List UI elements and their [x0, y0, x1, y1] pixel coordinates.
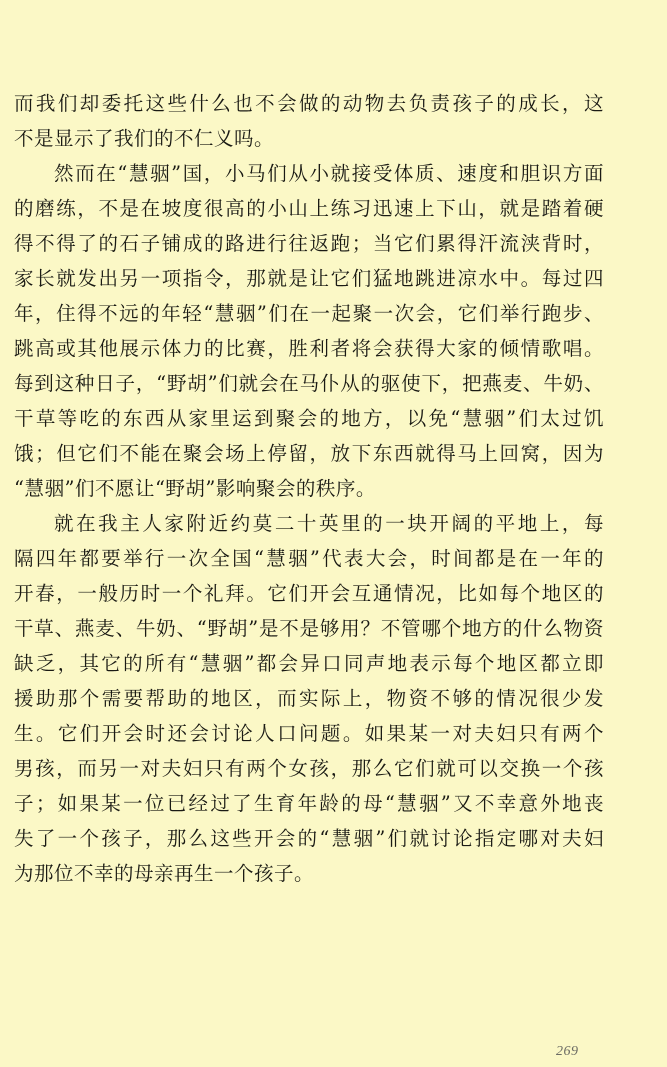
text-line: 饿；但它们不能在聚会场上停留，放下东西就得马上回窝，因为: [14, 442, 604, 465]
text-line: 得不得了的石子铺成的路进行往返跑；当它们累得汗流浃背时，: [14, 232, 604, 255]
paragraph-start-line: 就在我主人家附近约莫二十英里的一块开阔的平地上，每: [54, 512, 604, 535]
text-line: 援助那个需要帮助的地区，而实际上，物资不够的情况很少发: [14, 687, 604, 710]
text-line: 跳高或其他展示体力的比赛，胜利者将会获得大家的倾情歌唱。: [14, 337, 604, 360]
text-line: 开春，一般历时一个礼拜。它们开会互通情况，比如每个地区的: [14, 582, 604, 605]
text-line: 不是显示了我们的不仁义吗。: [14, 127, 275, 150]
paragraph-start-line: 然而在“慧骃”国，小马们从小就接受体质、速度和胆识方面: [54, 162, 604, 185]
text-line: 为那位不幸的母亲再生一个孩子。: [14, 862, 315, 885]
page-number: 269: [556, 1044, 579, 1059]
text-line: 家长就发出另一项指令，那就是让它们猛地跳进凉水中。每过四: [14, 267, 604, 290]
text-line: 隔四年都要举行一次全国“慧骃”代表大会，时间都是在一年的: [14, 547, 604, 570]
text-line: 生。它们开会时还会讨论人口问题。如果某一对夫妇只有两个: [14, 722, 604, 745]
text-line: 而我们却委托这些什么也不会做的动物去负责孩子的成长，这: [14, 92, 604, 115]
body-text: [14, 86, 604, 891]
text-line: 年，住得不远的年轻“慧骃”们在一起聚一次会，它们举行跑步、: [14, 302, 604, 325]
text-line: 的磨练，不是在坡度很高的小山上练习迅速上下山，就是踏着硬: [14, 197, 604, 220]
text-line: “慧骃”们不愿让“野胡”影响聚会的秩序。: [14, 477, 376, 500]
text-line: 干草等吃的东西从家里运到聚会的地方，以免“慧骃”们太过饥: [14, 407, 604, 430]
text-line: 失了一个孩子，那么这些开会的“慧骃”们就讨论指定哪对夫妇: [14, 827, 604, 850]
text-line: 缺乏，其它的所有“慧骃”都会异口同声地表示每个地区都立即: [14, 652, 604, 675]
text-line: 每到这种日子，“野胡”们就会在马仆从的驱使下，把燕麦、牛奶、: [14, 372, 604, 395]
text-line: 子；如果某一位已经过了生育年龄的母“慧骃”又不幸意外地丧: [14, 792, 604, 815]
text-line: 男孩，而另一对夫妇只有两个女孩，那么它们就可以交换一个孩: [14, 757, 604, 780]
text-line: 干草、燕麦、牛奶、“野胡”是不是够用？不管哪个地方的什么物资: [14, 617, 604, 640]
